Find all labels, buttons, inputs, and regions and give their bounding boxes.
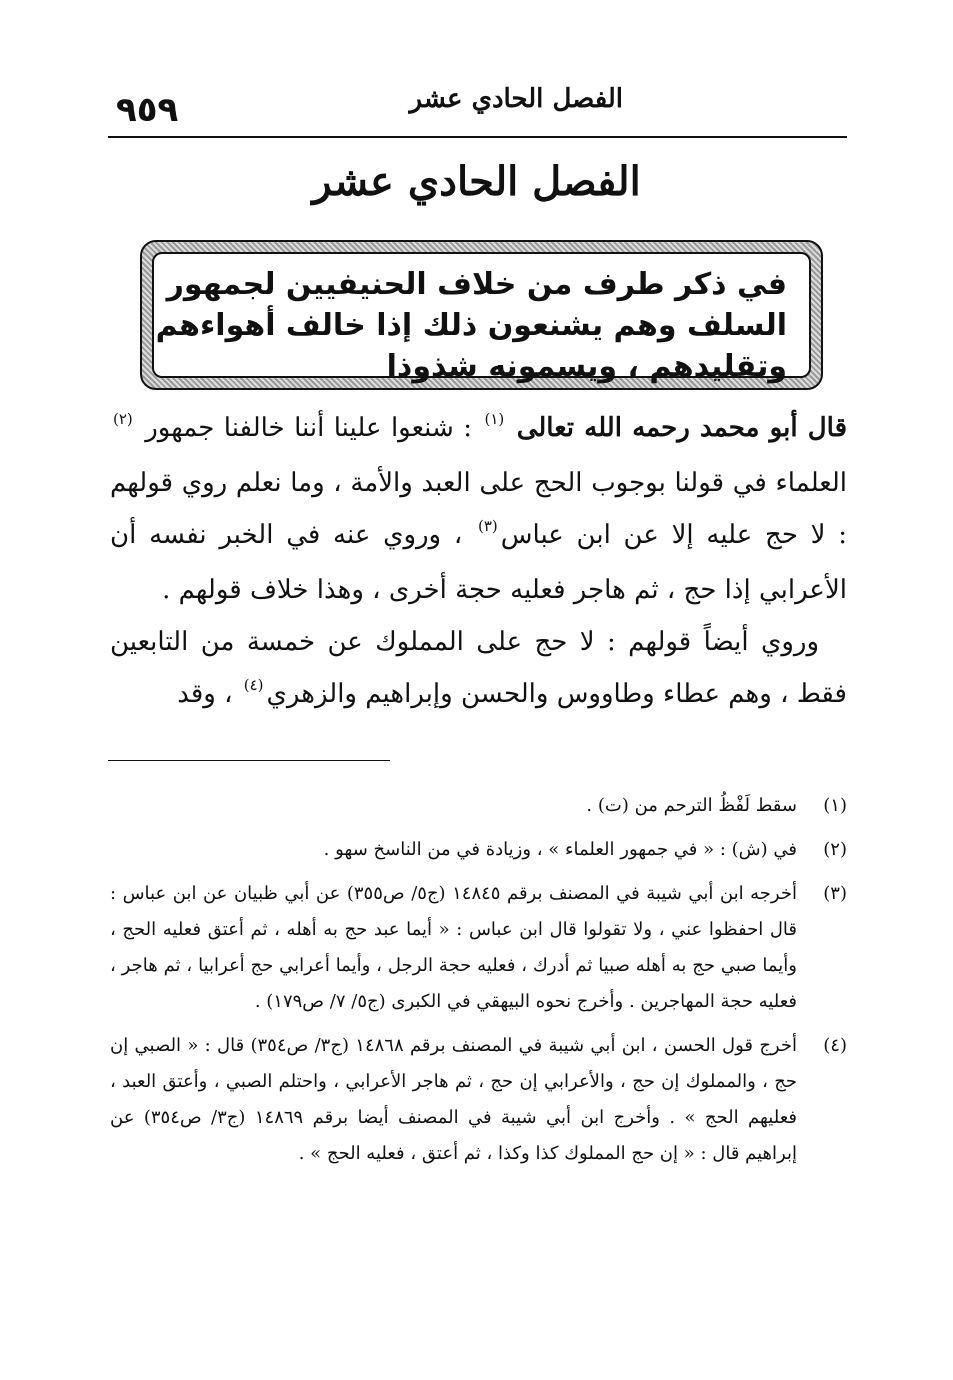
author-attribution: قال أبو محمد رحمه الله تعالى (516, 413, 848, 443)
footnote-number: (١) (823, 795, 847, 816)
footnote-divider (108, 760, 390, 761)
paragraph (110, 616, 847, 723)
footnote-ref[interactable]: (٤) (243, 676, 264, 694)
footnote (110, 876, 847, 1020)
chapter-subtitle-frame (140, 240, 823, 390)
paragraph-text: ، وقد (177, 679, 233, 709)
footnote-number: (٢) (823, 839, 847, 860)
paragraph-text: وروي أيضاً قولهم : لا حج على المملوك عن خمسة من التابعين فقط ، وهم عطاء وطاووس والحسن وإبراهيم والزهري (110, 627, 847, 709)
subtitle-line: وتقليدهم ، ويسمونه شذوذا (386, 349, 787, 384)
footnote (110, 1028, 847, 1172)
header-divider (108, 136, 847, 138)
chapter-subtitle-box (152, 252, 811, 384)
paragraph-text: العلماء في قولنا بوجوب الحج على العبد والأمة ، وما نعلم روي قولهم : لا حج عليه إلا عن ابن عباس (110, 468, 847, 550)
subtitle-line: السلف وهم يشنعون ذلك إذا خالف أهواءهم (155, 308, 787, 343)
chapter-title: الفصل الحادي عشر (312, 158, 641, 205)
footnote-text: أخرج قول الحسن ، ابن أبي شيبة في المصنف برقم ١٤٨٦٨ (ج٣/ ص٣٥٤) قال : « الصبي إن حج ، والمملوك إن حج ، والأعرابي إن حج ، ثم هاجر الأعرابي ، واحتلم الصبي ، وأعتق العبد ، فعليهم الحج » . وأخرج ابن أبي شيبة في المصنف أيضا برقم ١٤٨٦٩ (ج٣/ ص٣٥٤) عن إبراهيم قال : « إن حج المملوك كذا وكذا ، ثم أعتق ، فعليه الحج » . (110, 1035, 797, 1164)
running-header (110, 82, 843, 132)
footnote-text: سقط لَفْظُ الترحم من (ت) . (586, 795, 797, 816)
page-number: ٩٥٩ (116, 90, 179, 130)
subtitle-line: في ذكر طرف من خلاف الحنيفيين لجمهور (166, 267, 787, 302)
paragraph (110, 402, 847, 616)
footnote-ref[interactable]: (٣) (478, 517, 498, 535)
paragraph-text: : شنعوا علينا أننا خالفنا جمهور (145, 413, 472, 443)
footnote-ref[interactable]: (١) (484, 410, 505, 428)
footnote-number: (٣) (823, 883, 847, 904)
paragraph-text: ، وروي عنه في الخبر نفسه أن الأعرابي إذا حج ، ثم هاجر فعليه حجة أخرى ، وهذا خلاف قولهم . (110, 520, 847, 605)
main-text (110, 402, 847, 723)
footnote-text: أخرجه ابن أبي شيبة في المصنف برقم ١٤٨٤٥ (ج٥/ ص٣٥٥) عن أبي ظبيان عن ابن عباس : قال احفظوا عني ، ولا تقولوا قال ابن عباس : « أيما عبد حج به أهله ، ثم أعتق فعليه الحج ، وأيما صبي حج به أهله صبيا ثم أدرك ، فعليه حجة الرجل ، وأيما أعرابي حج أعرابيا ، ثم هاجر ، فعليه حجة المهاجرين . وأخرج نحوه البيهقي في الكبرى (ج٥/ ٧/ ص١٧٩) . (110, 883, 797, 1012)
running-title: الفصل الحادي عشر (409, 84, 623, 114)
footnote (110, 832, 847, 868)
footnote-text: في (ش) : « في جمهور العلماء » ، وزيادة في من الناسخ سهو . (323, 839, 797, 860)
footnote-number: (٤) (823, 1035, 847, 1056)
footnote-ref[interactable]: (٢) (113, 410, 133, 428)
footnotes (110, 788, 847, 1180)
footnote (110, 788, 847, 824)
